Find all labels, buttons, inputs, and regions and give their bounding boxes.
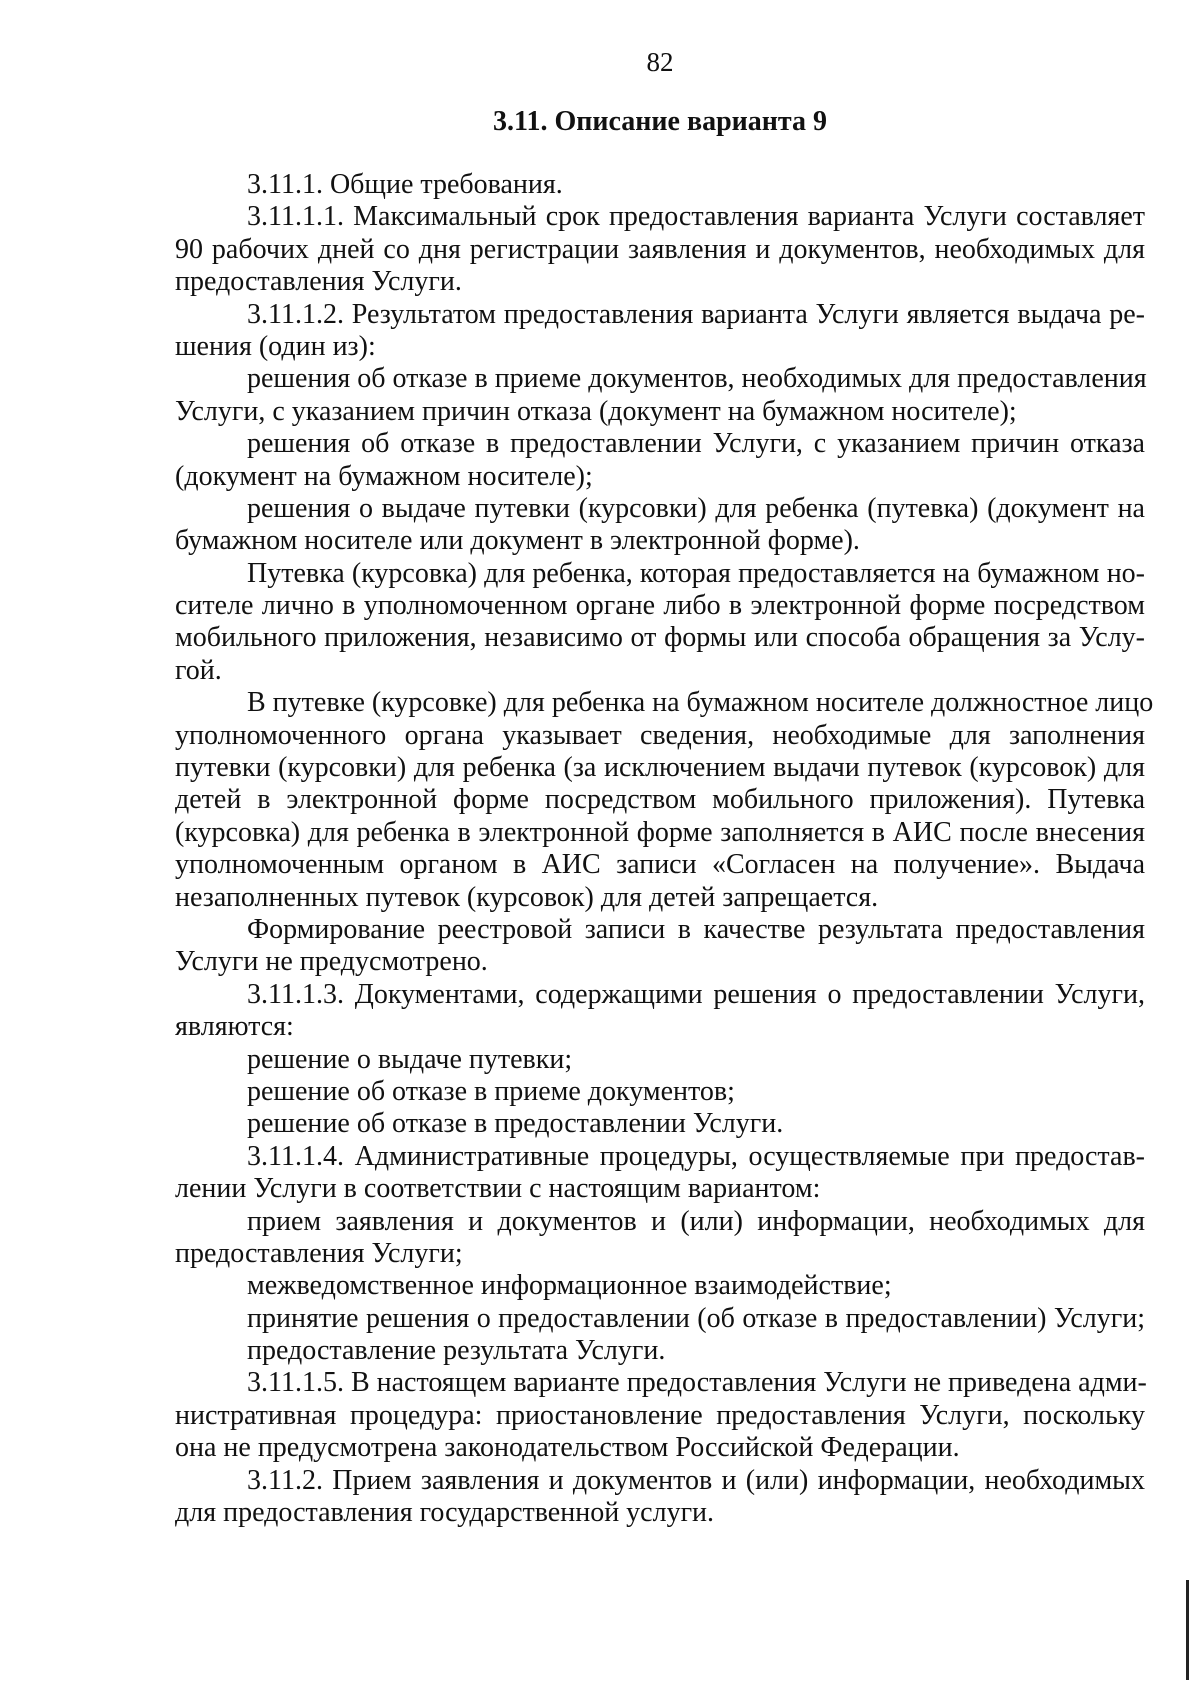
- text-line: бумажном носителе или документ в электронной форме).: [175, 525, 860, 557]
- text-line: 3.11.1. Общие требования.: [247, 169, 563, 200]
- text-line: мобильного приложения, независимо от формы или способа обращения за Услу-: [175, 622, 1145, 654]
- text-line: прием заявления и документов и (или) информации, необходимых для: [247, 1205, 1145, 1237]
- text-line: решение о выдаче путевки;: [247, 1043, 573, 1075]
- section-heading: 3.11. Описание варианта 9: [492, 106, 828, 137]
- page-number: 82: [646, 47, 674, 77]
- text-line: лении Услуги в соответствии с настоящим вариантом:: [175, 1173, 821, 1205]
- text-line: незаполненных путевок (курсовок) для детей запрещается.: [175, 881, 879, 913]
- text-line: 3.11.1.4. Административные процедуры, осуществляемые при предостав-: [247, 1140, 1145, 1172]
- text-line: Формирование реестровой записи в качестве результата предоставления: [247, 913, 1145, 945]
- text-line: предоставления Услуги;: [175, 1237, 463, 1269]
- text-line: предоставление результата Услуги.: [247, 1335, 666, 1367]
- text-line: нистративная процедура: приостановление предоставления Услуги, поскольку: [175, 1399, 1145, 1431]
- text-line: (курсовка) для ребенка в электронной форме заполняется в АИС после внесения: [175, 816, 1145, 848]
- text-line: В путевке (курсовке) для ребенка на бумажном носителе должностное лицо: [247, 687, 1154, 719]
- body-text: [175, 169, 1154, 1529]
- text-line: межведомственное информационное взаимодействие;: [247, 1270, 892, 1302]
- text-line: принятие решения о предоставлении (об отказе в предоставлении) Услуги;: [247, 1302, 1145, 1334]
- text-line: 3.11.2. Прием заявления и документов и (или) информации, необходимых: [247, 1464, 1145, 1496]
- text-line: шения (один из):: [175, 330, 376, 362]
- text-line: уполномоченного органа указывает сведения, необходимые для заполнения: [175, 719, 1145, 751]
- text-line: 3.11.1.3. Документами, содержащими решения о предоставлении Услуги,: [247, 978, 1145, 1010]
- text-line: Услуги не предусмотрено.: [175, 946, 488, 978]
- text-line: для предоставления государственной услуги.: [175, 1497, 715, 1529]
- text-line: (документ на бумажном носителе);: [175, 460, 593, 492]
- text-line: 3.11.1.1. Максимальный срок предоставления варианта Услуги составляет: [247, 201, 1145, 233]
- text-line: она не предусмотрена законодательством Российской Федерации.: [175, 1432, 960, 1464]
- text-line: Путевка (курсовка) для ребенка, которая предоставляется на бумажном но-: [247, 557, 1145, 589]
- text-line: предоставления Услуги.: [175, 266, 462, 298]
- text-line: детей в электронной форме посредством мобильного приложения). Путевка: [175, 784, 1145, 816]
- text-line: путевки (курсовки) для ребенка (за исключением выдачи путевок (курсовок) для: [175, 752, 1145, 784]
- text-line: решение об отказе в приеме документов;: [247, 1075, 735, 1107]
- text-line: 3.11.1.5. В настоящем варианте предоставления Услуги не приведена адми-: [247, 1367, 1147, 1399]
- text-line: решения об отказе в приеме документов, необходимых для предоставления: [247, 363, 1147, 395]
- text-line: решения об отказе в предоставлении Услуги, с указанием причин отказа: [247, 428, 1145, 460]
- margin-scan-mark: [1186, 1580, 1189, 1680]
- text-line: уполномоченным органом в АИС записи «Согласен на получение». Выдача: [175, 849, 1145, 881]
- text-line: сителе лично в уполномоченном органе либо в электронной форме посредством: [175, 590, 1145, 622]
- text-line: являются:: [175, 1011, 294, 1043]
- text-line: гой.: [175, 654, 222, 686]
- text-line: 3.11.1.2. Результатом предоставления варианта Услуги является выдача ре-: [247, 298, 1145, 330]
- text-line: Услуги, с указанием причин отказа (документ на бумажном носителе);: [175, 395, 1017, 427]
- text-line: решения о выдаче путевки (курсовки) для ребенка (путевка) (документ на: [247, 492, 1145, 524]
- text-line: 90 рабочих дней со дня регистрации заявления и документов, необходимых для: [175, 233, 1145, 265]
- text-line: решение об отказе в предоставлении Услуги.: [247, 1108, 784, 1140]
